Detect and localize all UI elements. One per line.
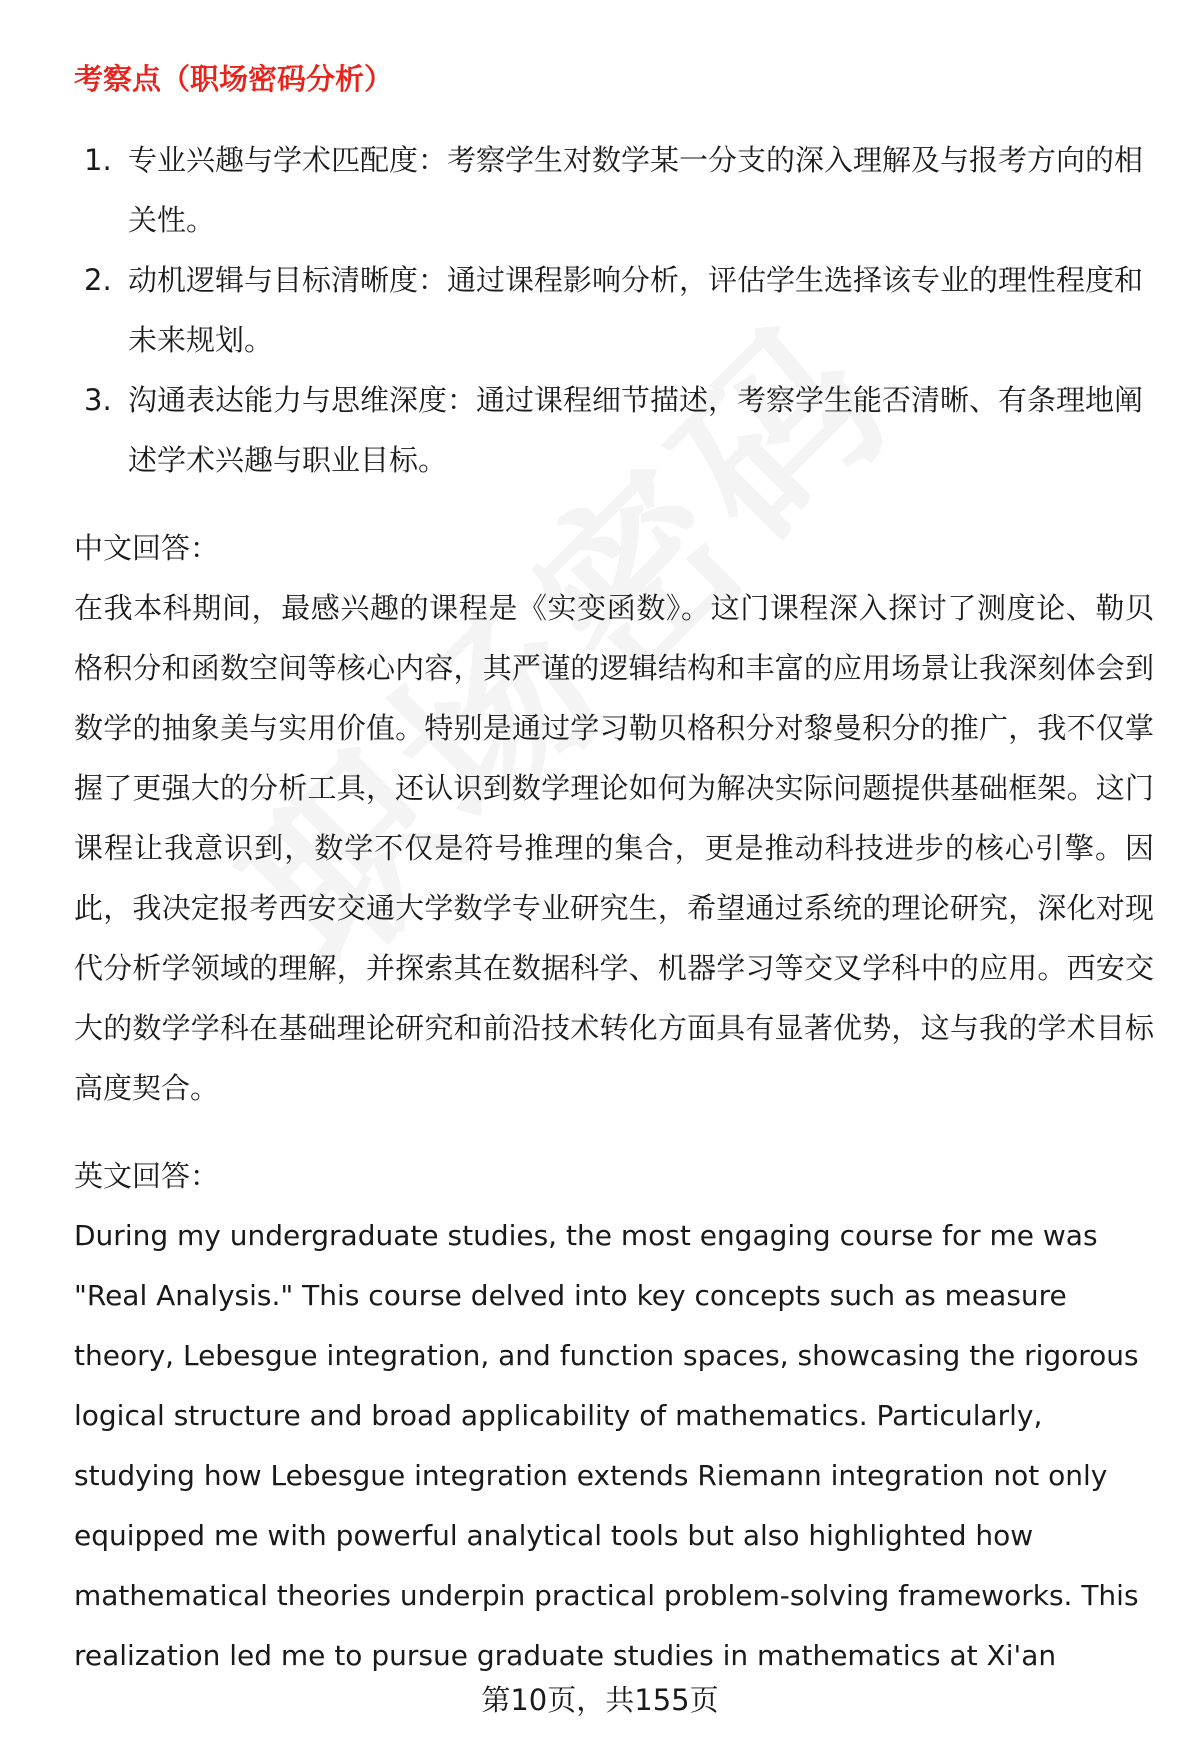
english-answer-body: During my undergraduate studies, the most engaging course for me was "Real Analysis." This course delved into key concepts such as measure theory, Lebesgue integration, and function spaces, showcasing the rigorous logical structure and broad applicability of mathematics. Particularly, studying how Lebesgue integration extends Riemann integration not only equipped me with powerful analytical tools but also highlighted how mathematical theories underpin practical problem-solving frameworks. This realization led me to pursue graduate studies in mathematics at Xi'an [74,1219,1139,1672]
list-item-text: 专业兴趣与学术匹配度：考察学生对数学某一分支的深入理解及与报考方向的相关性。 [128,143,1144,237]
section-title: 考察点（职场密码分析） [74,62,394,96]
list-item-number: 3. [84,383,112,417]
list-item-text: 沟通表达能力与思维深度：通过课程细节描述，考察学生能否清晰、有条理地阐述学术兴趣与职业目标。 [128,383,1144,477]
chinese-answer-label: 中文回答： [74,531,220,565]
assessment-points-list [74,130,1154,490]
list-item-number: 1. [84,143,112,177]
list-item-number: 2. [84,263,112,297]
chinese-answer-body: 在我本科期间，最感兴趣的课程是《实变函数》。这门课程深入探讨了测度论、勒贝格积分和函数空间等核心内容，其严谨的逻辑结构和丰富的应用场景让我深刻体会到数学的抽象美与实用价值。特别是通过学习勒贝格积分对黎曼积分的推广，我不仅掌握了更强大的分析工具，还认识到数学理论如何为解决实际问题提供基础框架。这门课程让我意识到，数学不仅是符号推理的集合，更是推动科技进步的核心引擎。因此，我决定报考西安交通大学数学专业研究生，希望通过系统的理论研究，深化对现代分析学领域的理解，并探索其在数据科学、机器学习等交叉学科中的应用。西安交大的数学学科在基础理论研究和前沿技术转化方面具有显著优势，这与我的学术目标高度契合。 [74,591,1154,1105]
list-item [74,370,1154,490]
page-number: 第10页，共155页 [481,1683,719,1717]
english-answer-label: 英文回答： [74,1159,220,1193]
list-item [74,250,1154,370]
document-page [74,54,1154,1686]
list-item-text: 动机逻辑与目标清晰度：通过课程影响分析，评估学生选择该专业的理性程度和未来规划。 [128,263,1144,357]
list-item [74,130,1154,250]
